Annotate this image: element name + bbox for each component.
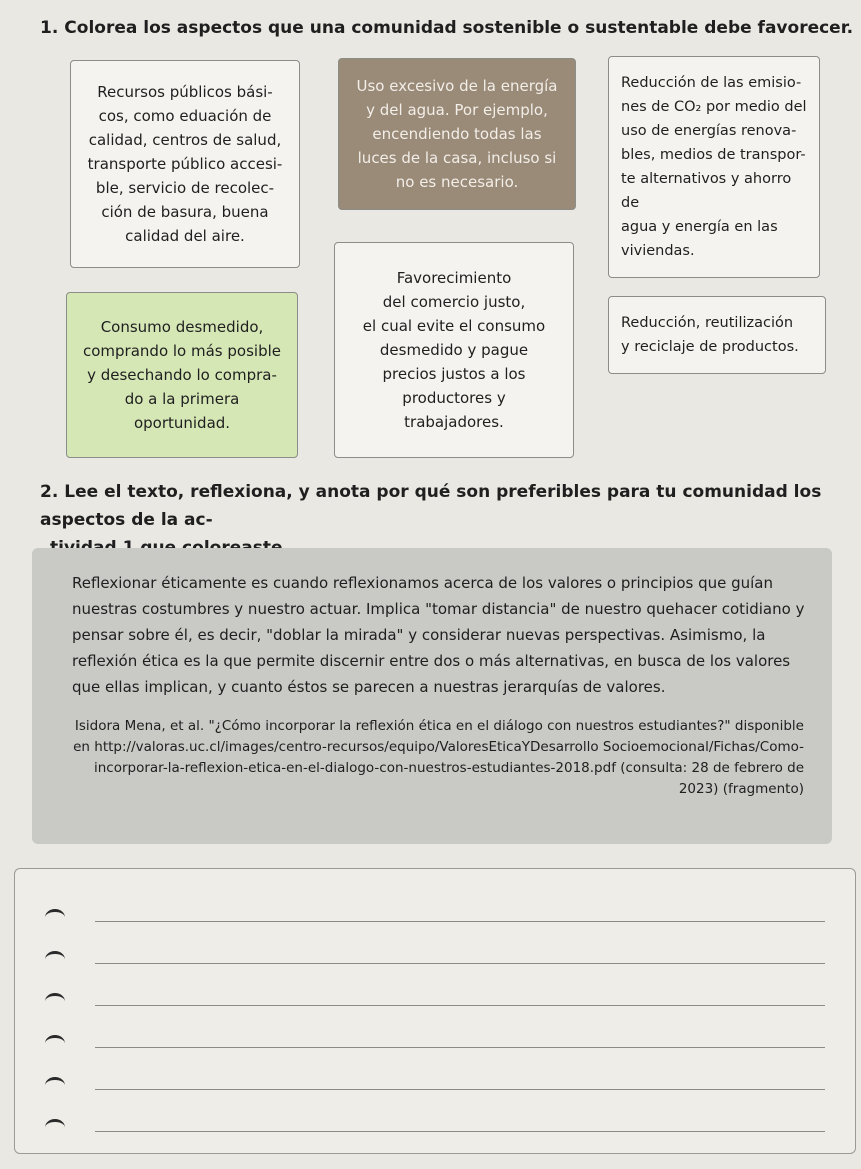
aspect-box-fair-trade[interactable]	[334, 242, 574, 458]
answer-line[interactable]	[95, 1131, 825, 1132]
instruction-2-line-1: Lee el texto, reflexiona, y anota por qué son preferibles para tu comunidad los aspectos de la ac-	[40, 482, 822, 530]
aspect-box-excessive-consumption[interactable]	[66, 292, 298, 458]
instruction-1-text: Colorea los aspectos que una comunidad sostenible o sustentable debe favorecer.	[64, 18, 854, 38]
binder-ring-icon	[45, 993, 65, 1010]
answer-area[interactable]	[14, 868, 856, 1154]
instruction-1	[40, 14, 853, 42]
binder-ring-icon	[45, 1119, 65, 1136]
aspect-box-text: Uso excesivo de la energía y del agua. Por ejemplo, encendiendo todas las luces de la casa, incluso si no es necesario.	[356, 77, 558, 191]
aspect-box-text: Reducción, reutilización y reciclaje de productos.	[621, 315, 799, 355]
question-number-1: 1.	[40, 18, 59, 38]
aspect-box-emission-reduction[interactable]	[608, 56, 820, 278]
aspect-box-public-resources[interactable]	[70, 60, 300, 268]
binder-ring-icon	[45, 1077, 65, 1094]
aspect-box-text: Consumo desmedido, comprando lo más posible y desechando lo compra- do a la primera oportunidad.	[83, 318, 281, 432]
answer-line[interactable]	[95, 921, 825, 922]
reading-passage	[32, 548, 832, 844]
binder-ring-icon	[45, 951, 65, 968]
aspect-box-text: Reducción de las emisio- nes de CO₂ por medio del uso de energías renova- bles, medios de transpor- te alternativos y ahorro de agua y energía en las viviendas.	[621, 75, 807, 259]
binder-ring-icon	[45, 1035, 65, 1052]
question-number-2: 2.	[40, 482, 59, 502]
aspect-box-text: Recursos públicos bási- cos, como eduación de calidad, centros de salud, transporte público accesi- ble, servicio de recolec- ción de basura, buena calidad del aire.	[87, 83, 283, 245]
answer-line[interactable]	[95, 963, 825, 964]
answer-line[interactable]	[95, 1047, 825, 1048]
reading-body: Reflexionar éticamente es cuando reflexionamos acerca de los valores o principios que guían nuestras costumbres y nuestro actuar. Implica "tomar distancia" de nuestro quehacer cotidiano y pensar sobre él, es decir, "doblar la mirada" y considerar nuevas perspectivas. Asimismo, la reflexión ética es la que permite discernir entre dos o más alternativas, en busca de los valores que ellas implican, y cuanto éstos se parecen a nuestras jerarquías de valores.	[72, 574, 805, 696]
binder-ring-icon	[45, 909, 65, 926]
aspect-box-excessive-energy-use[interactable]	[338, 58, 576, 210]
aspect-box-text: Favorecimiento del comercio justo, el cual evite el consumo desmedido y pague precios justos a los productores y trabajadores.	[362, 269, 546, 431]
answer-line[interactable]	[95, 1089, 825, 1090]
aspect-box-reduce-reuse-recycle[interactable]	[608, 296, 826, 374]
reading-citation: Isidora Mena, et al. "¿Cómo incorporar la reflexión ética en el diálogo con nuestros estudiantes?" disponible en http://valoras.uc.cl/images/centro-recursos/equipo/ValoresEticaYDesarrollo Socioemocional/Fichas/Como-incorporar-la-reflexion-etica-en-el-dialogo-con-nuestros-estudiantes-2018.pdf (consulta: 28 de febrero de 2023) (fragmento)	[73, 718, 804, 797]
answer-line[interactable]	[95, 1005, 825, 1006]
